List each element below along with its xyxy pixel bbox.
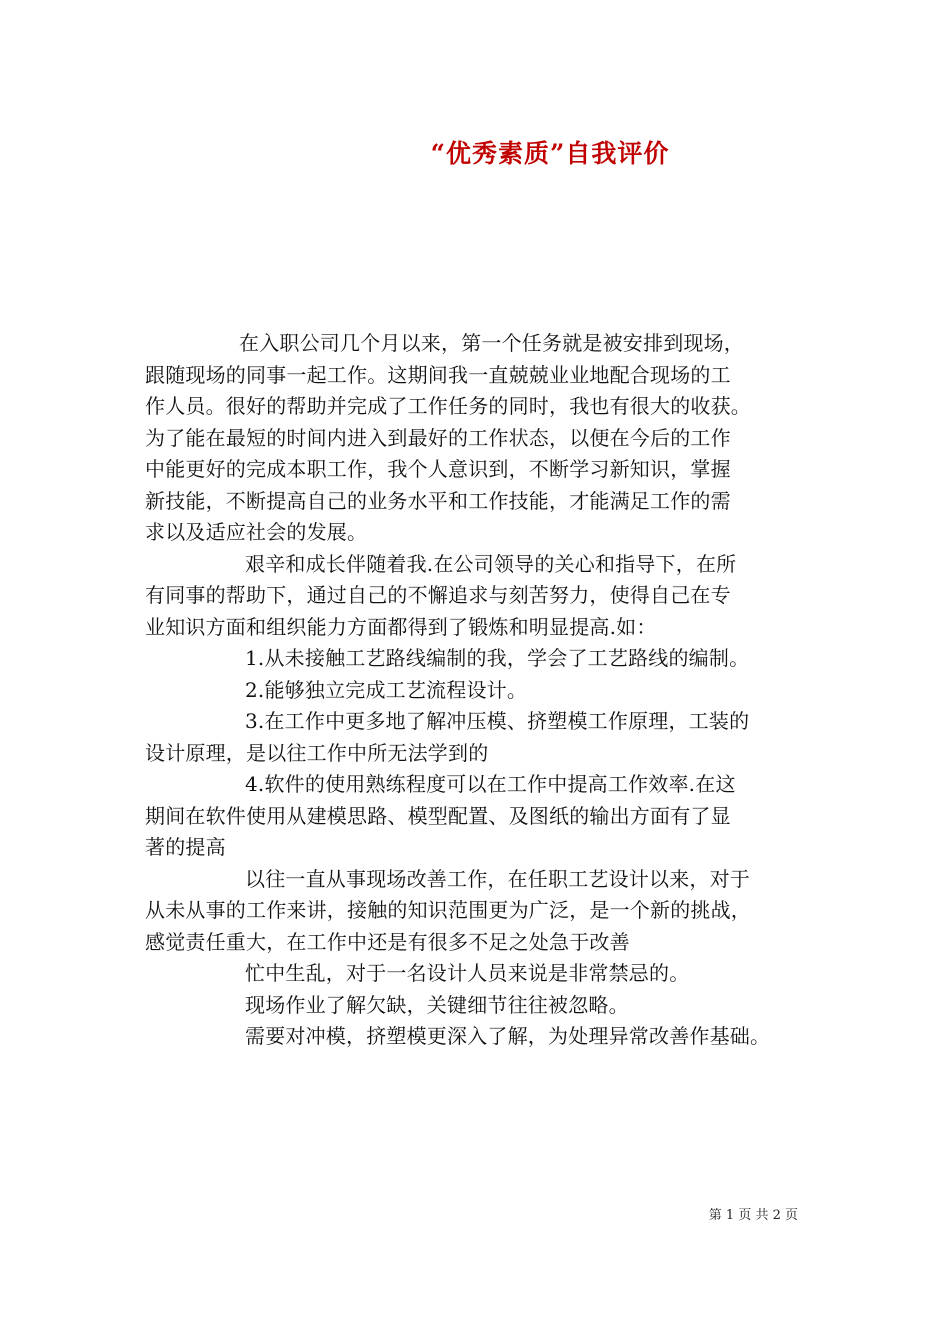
paragraph-line: 新技能，不断提高自己的业务水平和工作技能，才能满足工作的需 bbox=[145, 488, 731, 513]
paragraph-line: 业知识方面和组织能力方面都得到了锻炼和明显提高.如： bbox=[145, 614, 657, 639]
paragraph-line: 著的提高 bbox=[145, 835, 226, 859]
paragraph-line: 跟随现场的同事一起工作。这期间我一直兢兢业业地配合现场的工 bbox=[145, 362, 731, 387]
document-title: “优秀素质”自我评价 bbox=[430, 139, 670, 168]
paragraph-line: 期间在软件使用从建模思路、模型配置、及图纸的输出方面有了显 bbox=[145, 803, 731, 828]
paragraph-line: 现场作业了解欠缺，关键细节往往被忽略。 bbox=[245, 992, 629, 1017]
page-number: 第 1 页 共 2 页 bbox=[708, 1208, 798, 1223]
paragraph-line: 有同事的帮助下，通过自己的不懈追求与刻苦努力，使得自己在专 bbox=[145, 583, 731, 607]
list-item: 4.软件的使用熟练程度可以在工作中提高工作效率.在这 bbox=[245, 772, 736, 796]
paragraph-line: 中能更好的完成本职工作，我个人意识到，不断学习新知识，掌握 bbox=[145, 457, 731, 481]
paragraph-line: 从未从事的工作来讲，接触的知识范围更为广泛，是一个新的挑战， bbox=[145, 898, 751, 922]
paragraph-line: 艰辛和成长伴随着我.在公司领导的关心和指导下，在所 bbox=[245, 551, 737, 576]
paragraph-line: 以往一直从事现场改善工作，在任职工艺设计以来，对于 bbox=[245, 866, 750, 891]
paragraph-line: 感觉责任重大，在工作中还是有很多不足之处急于改善 bbox=[145, 929, 630, 954]
paragraph-line: 在入职公司几个月以来，第一个任务就是被安排到现场， bbox=[239, 331, 744, 355]
list-item: 3.在工作中更多地了解冲压模、挤塑模工作原理，工装的 bbox=[245, 709, 750, 733]
paragraph-line: 设计原理，是以往工作中所无法学到的 bbox=[145, 740, 489, 765]
paragraph-line: 需要对冲模，挤塑模更深入了解，为处理异常改善作基础。 bbox=[245, 1024, 771, 1048]
paragraph-line: 忙中生乱，对于一名设计人员来说是非常禁忌的。 bbox=[245, 961, 690, 985]
document-body bbox=[145, 328, 815, 1053]
list-item: 1.从未接触工艺路线编制的我，学会了工艺路线的编制。 bbox=[245, 646, 750, 670]
list-item: 2.能够独立完成工艺流程设计。 bbox=[245, 677, 528, 702]
paragraph-line: 作人员。很好的帮助并完成了工作任务的同时，我也有很大的收获。 bbox=[145, 394, 751, 418]
paragraph-line: 为了能在最短的时间内进入到最好的工作状态，以便在今后的工作 bbox=[145, 425, 731, 450]
paragraph-line: 求以及适应社会的发展。 bbox=[145, 520, 368, 544]
